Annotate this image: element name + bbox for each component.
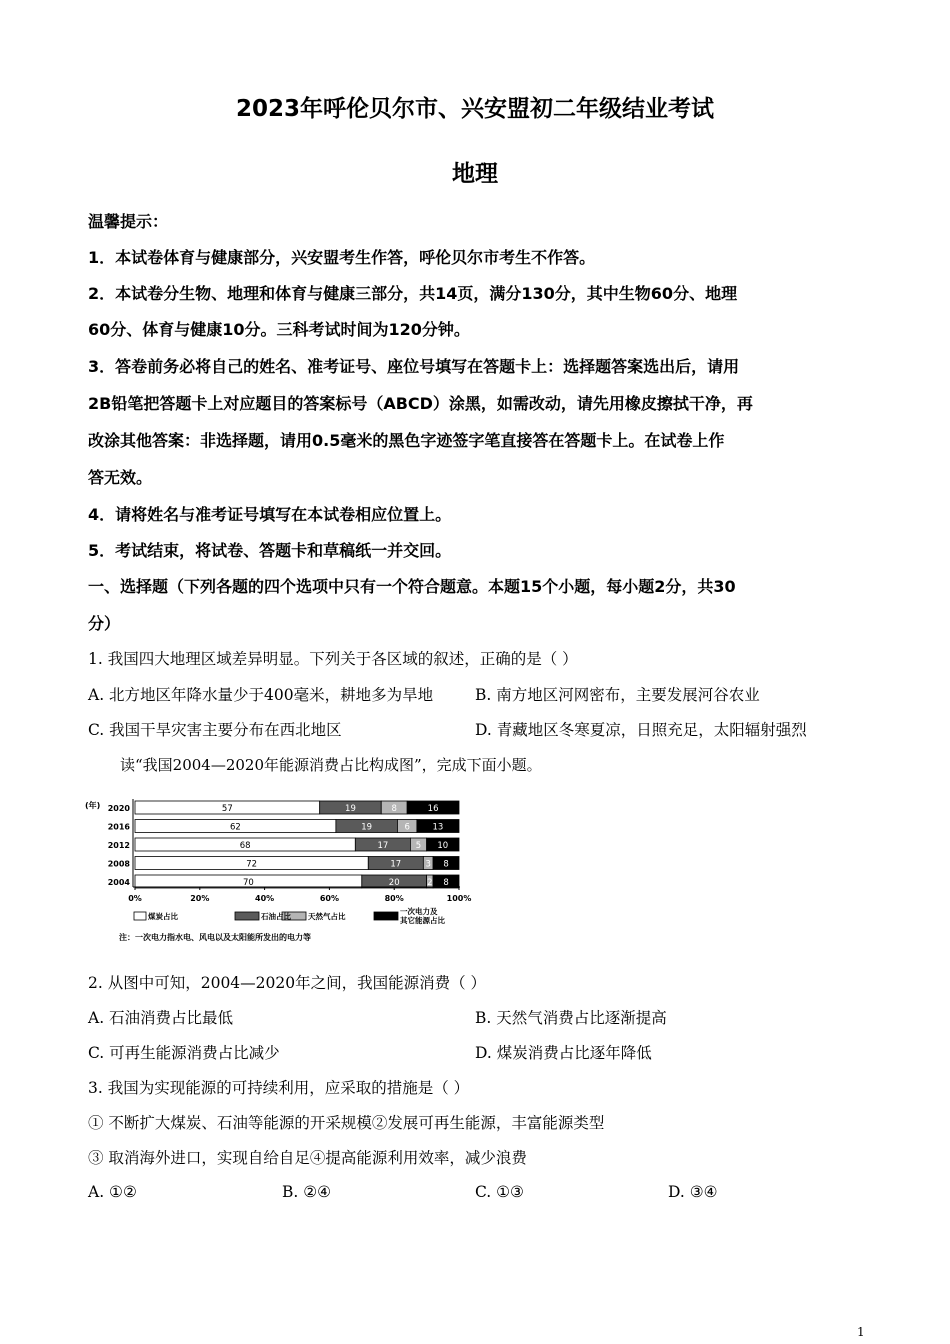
subject-title: 地理 <box>452 161 498 187</box>
q3-option-d: D. ③④ <box>668 1183 718 1201</box>
category-label: 2020 <box>107 804 130 813</box>
data-label: 72 <box>246 859 258 870</box>
category-label: 2016 <box>107 822 130 832</box>
q3-item: ① 不断扩大煤炭、石油等能源的开采规模②发展可再生能源，丰富能源类型 <box>88 1114 605 1132</box>
x-tick-label: 40% <box>255 894 275 903</box>
legend-label: 其它能源占比 <box>400 916 445 925</box>
q1-option-b: B. 南方地区河网密布，主要发展河谷农业 <box>475 686 760 704</box>
data-label: 20 <box>388 878 400 888</box>
legend-label: 天然气占比 <box>308 912 346 921</box>
data-label: 17 <box>377 841 389 851</box>
page-number: 1 <box>857 1325 865 1339</box>
q3-option-a: A. ①② <box>88 1183 137 1201</box>
category-label: 2004 <box>107 878 130 887</box>
data-label: 70 <box>242 878 254 888</box>
q1-option-a: A. 北方地区年降水量少于400毫米，耕地多为旱地 <box>88 686 434 704</box>
legend-label: 煤炭占比 <box>148 912 178 921</box>
notice-line: 改涂其他答案：非选择题，请用0.5毫米的黑色字迹签字笔直接答在答题卡上。在试卷上作 <box>88 431 725 450</box>
data-label: 8 <box>391 804 397 814</box>
question-2-stem: 2. 从图中可知，2004—2020年之间，我国能源消费（ ） <box>88 974 487 992</box>
q2-option-c: C. 可再生能源消费占比减少 <box>88 1044 280 1062</box>
q2-option-d: D. 煤炭消费占比逐年降低 <box>475 1044 652 1062</box>
legend-label: 石油占比 <box>261 912 291 921</box>
x-tick-label: 20% <box>190 894 210 903</box>
notice-line: 5．考试结束，将试卷、答题卡和草稿纸一并交回。 <box>88 541 452 560</box>
legend-swatch <box>374 912 398 920</box>
data-label: 16 <box>427 804 439 814</box>
question-3-stem: 3. 我国为实现能源的可持续利用，应采取的措施是（ ） <box>88 1079 470 1097</box>
question-1-stem: 1. 我国四大地理区域差异明显。下列关于各区域的叙述，正确的是（ ） <box>88 650 578 668</box>
category-label: 2012 <box>107 841 130 850</box>
x-tick-label: 100% <box>446 894 472 903</box>
notice-line: 2．本试卷分生物、地理和体育与健康三部分，共14页，满分130分，其中生物60分、地理 <box>88 284 738 303</box>
exam-title: 2023年呼伦贝尔市、兴安盟初二年级结业考试 <box>235 96 714 122</box>
data-label: 68 <box>239 841 251 851</box>
q3-option-c: C. ①③ <box>475 1183 524 1201</box>
data-label: 8 <box>443 878 449 888</box>
q2-option-b: B. 天然气消费占比逐渐提高 <box>475 1009 667 1027</box>
q3-item: ③ 取消海外进口，实现自给自足④提高能源利用效率，减少浪费 <box>88 1149 527 1167</box>
section-heading: 一、选择题（下列各题的四个选项中只有一个符合题意。本题15个小题，每小题2分，共30 <box>88 577 736 596</box>
legend-label: 一次电力及 <box>400 907 438 916</box>
data-label: 17 <box>390 859 402 870</box>
q1-option-c: C. 我国干旱灾害主要分布在西北地区 <box>88 721 342 739</box>
data-label: 62 <box>230 822 241 833</box>
data-label: 19 <box>345 804 356 814</box>
data-label: 6 <box>404 822 410 833</box>
legend-swatch <box>134 912 146 920</box>
data-label: 57 <box>221 804 233 814</box>
chart-intro: 读“我国2004—2020年能源消费占比构成图”，完成下面小题。 <box>120 756 542 774</box>
q1-option-d: D. 青藏地区冬寒夏凉，日照充足，太阳辐射强烈 <box>475 721 807 739</box>
data-label: 3 <box>425 859 431 870</box>
x-tick-label: 80% <box>384 894 404 903</box>
section-heading-cont: 分） <box>88 614 121 633</box>
notice-heading: 温馨提示： <box>88 212 169 231</box>
category-label: 2008 <box>107 859 130 869</box>
notice-line: 60分、体育与健康10分。三科考试时间为120分钟。 <box>88 320 470 339</box>
data-label: 13 <box>432 822 444 833</box>
data-label: 5 <box>415 841 422 851</box>
q3-option-b: B. ②④ <box>282 1183 332 1201</box>
x-tick-label: 0% <box>128 894 142 903</box>
chart-note: 注：一次电力指水电、风电以及太阳能所发出的电力等 <box>119 933 311 942</box>
data-label: 19 <box>361 822 373 833</box>
data-label: 10 <box>437 841 449 851</box>
notice-line: 答无效。 <box>88 468 153 487</box>
notice-line: 2B铅笔把答题卡上对应题目的答案标号（ABCD）涂黑，如需改动，请先用橡皮擦拭干净，再 <box>88 394 753 413</box>
y-axis-title: (年) <box>85 801 101 810</box>
x-tick-label: 60% <box>319 894 339 903</box>
legend-swatch <box>235 912 259 920</box>
notice-line: 3．答卷前务必将自己的姓名、准考证号、座位号填写在答题卡上：选择题答案选出后，请用 <box>88 357 740 376</box>
data-label: 2 <box>427 878 433 888</box>
data-label: 8 <box>443 859 449 870</box>
energy-consumption-chart <box>82 795 482 950</box>
notice-line: 4．请将姓名与准考证号填写在本试卷相应位置上。 <box>88 505 452 524</box>
notice-line: 1．本试卷体育与健康部分，兴安盟考生作答，呼伦贝尔市考生不作答。 <box>88 248 596 267</box>
q2-option-a: A. 石油消费占比最低 <box>88 1009 234 1027</box>
